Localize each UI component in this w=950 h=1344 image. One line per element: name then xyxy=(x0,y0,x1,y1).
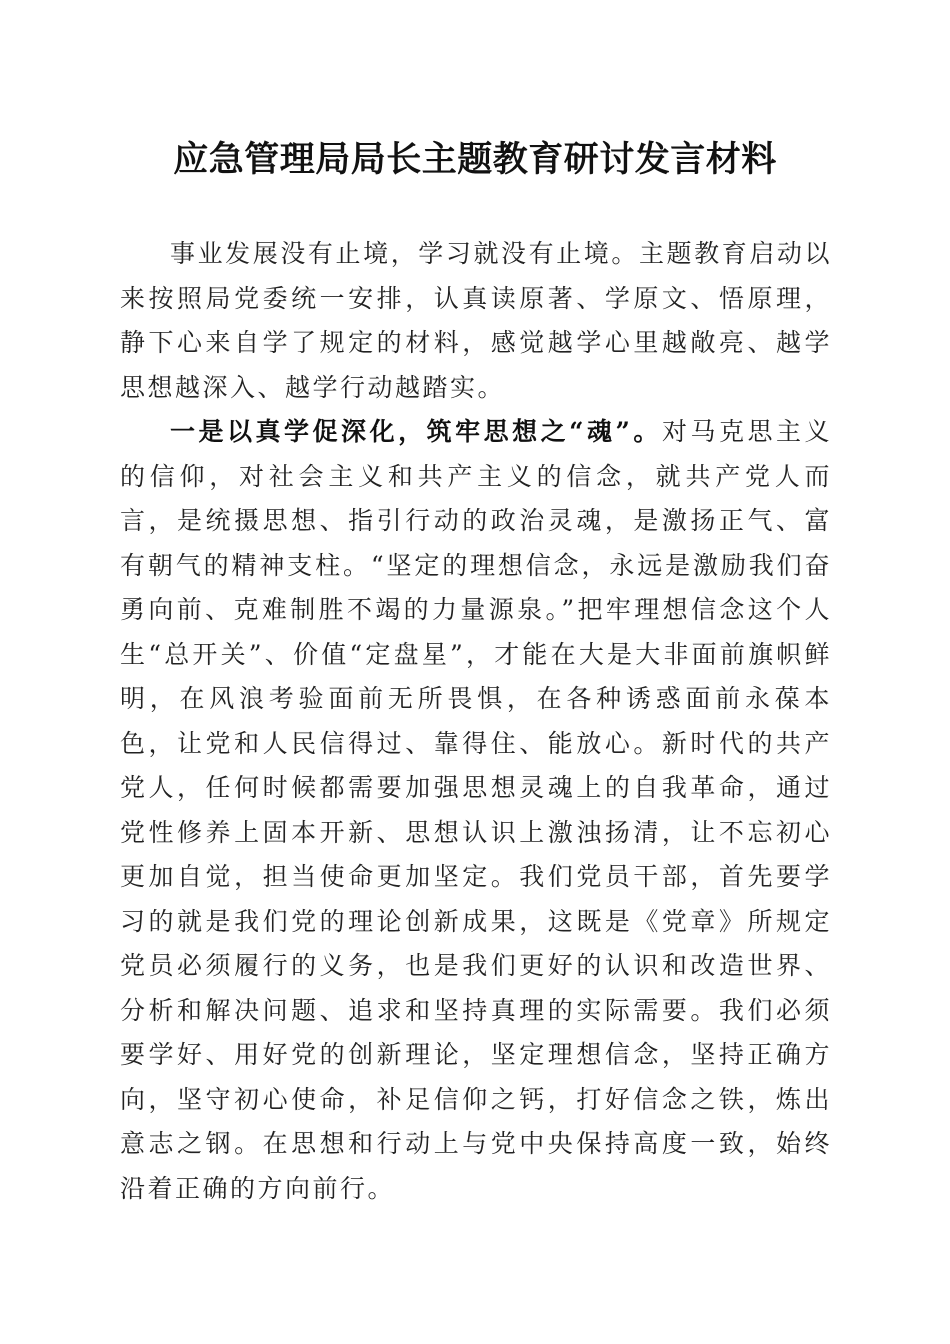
section-one-paragraph xyxy=(120,410,832,1211)
intro-paragraph xyxy=(120,232,832,410)
paragraph-text: 对马克思主义的信仰，对社会主义和共产主义的信念，就共产党人而言，是统摄思想、指引行动的政治灵魂，是激扬正气、富有朝气的精神支柱。“坚定的理想信念，永远是激励我们奋勇向前、克难制胜不竭的力量源泉。”把牢理想信念这个人生“总开关”、价值“定盘星”，才能在大是大非面前旗帜鲜明，在风浪考验面前无所畏惧，在各种诱惑面前永葆本色，让党和人民信得过、靠得住、能放心。新时代的共产党人，任何时候都需要加强思想灵魂上的自我革命，通过党性修养上固本开新、思想认识上激浊扬清，让不忘初心更加自觉，担当使命更加坚定。我们党员干部，首先要学习的就是我们党的理论创新成果，这既是《党章》所规定党员必须履行的义务，也是我们更好的认识和改造世界、分析和解决问题、追求和坚持真理的实际需要。我们必须要学好、用好党的创新理论，坚定理想信念，坚持正确方向，坚守初心使命，补足信仰之钙，打好信念之铁，炼出意志之钢。在思想和行动上与党中央保持高度一致，始终沿着正确的方向前行。 xyxy=(120,417,832,1203)
document-body xyxy=(120,232,832,1211)
paragraph-text: 事业发展没有止境，学习就没有止境。主题教育启动以来按照局党委统一安排，认真读原著、学原文、悟原理，静下心来自学了规定的材料，感觉越学心里越敞亮、越学思想越深入、越学行动越踏实。 xyxy=(120,239,832,402)
section-heading: 一是以真学促深化，筑牢思想之“魂”。 xyxy=(170,417,662,446)
document-title: 应急管理局局长主题教育研讨发言材料 xyxy=(173,139,777,180)
